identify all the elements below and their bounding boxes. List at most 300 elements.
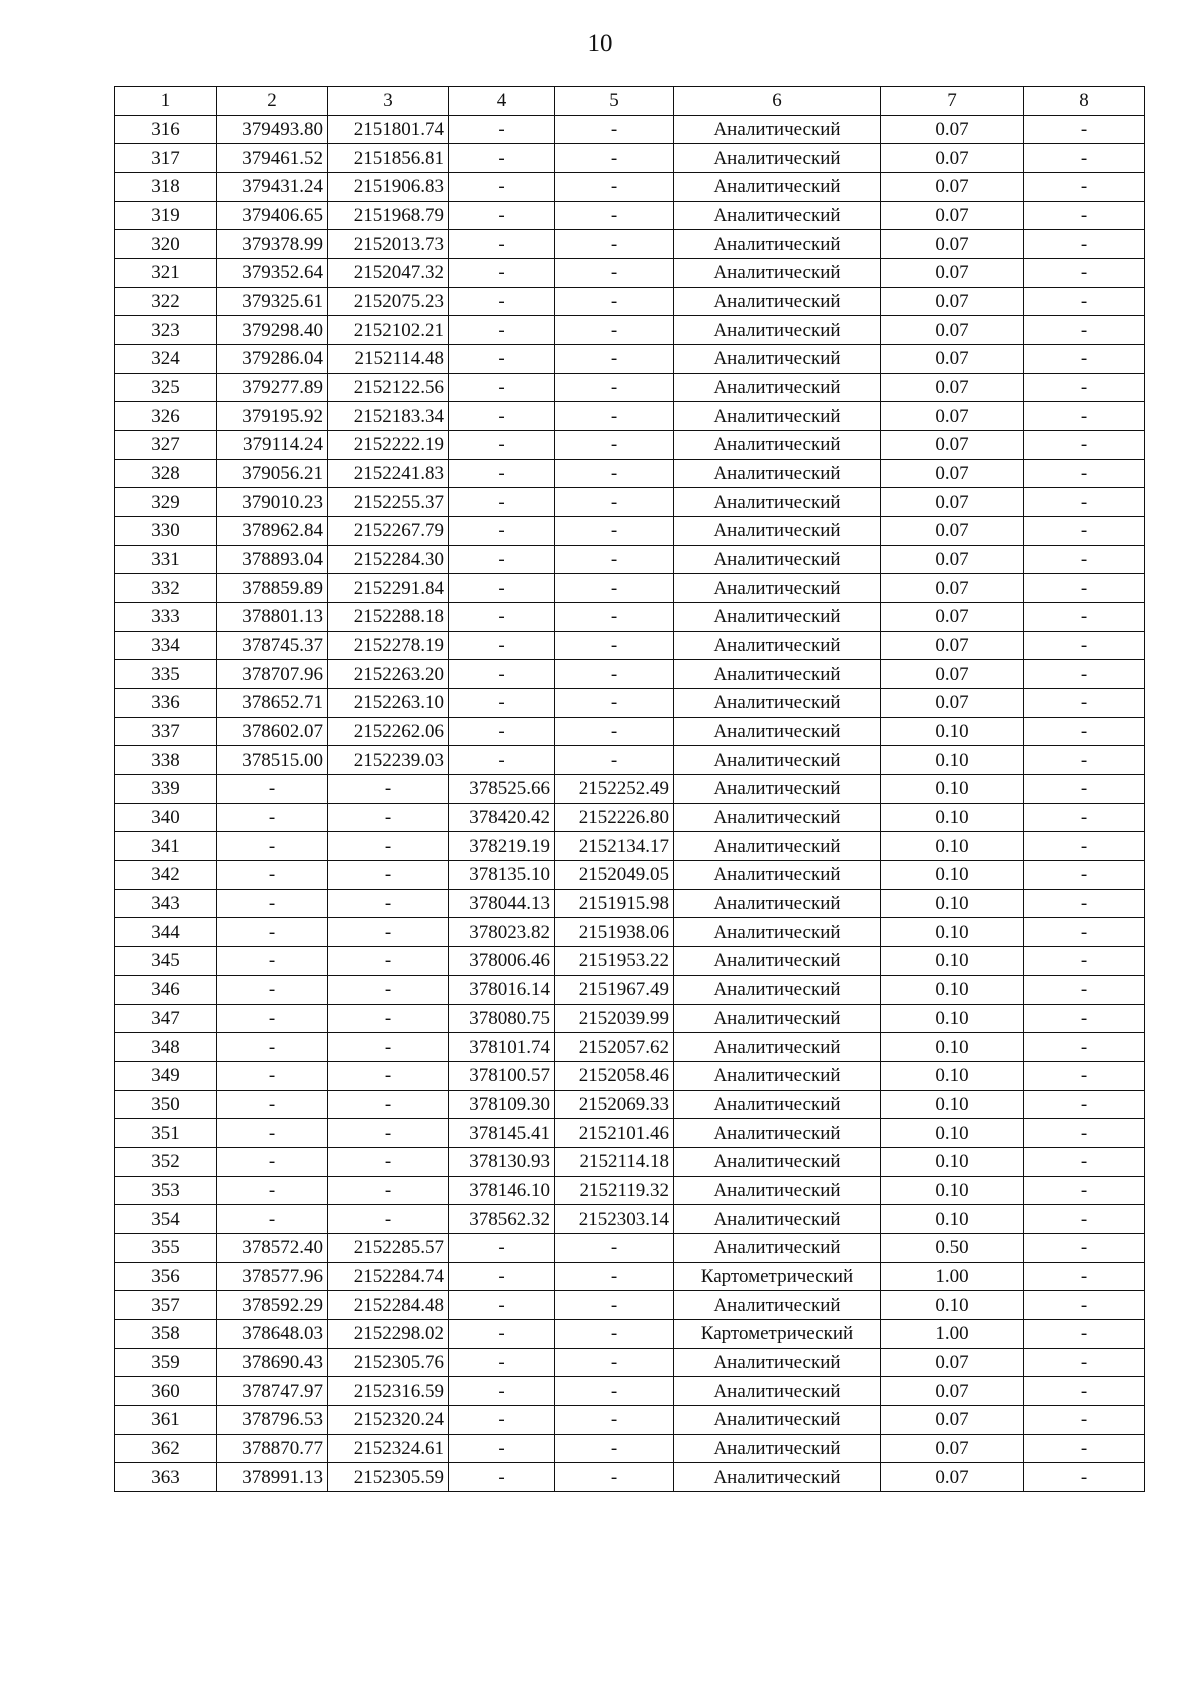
cell-note: -	[1024, 1463, 1145, 1492]
cell-x: 378747.97	[217, 1377, 328, 1406]
cell-x: -	[217, 889, 328, 918]
cell-method: Аналитический	[674, 1205, 881, 1234]
cell-y-new: -	[555, 603, 674, 632]
cell-x: 379431.24	[217, 173, 328, 202]
cell-method: Аналитический	[674, 316, 881, 345]
cell-method: Аналитический	[674, 1348, 881, 1377]
cell-method: Аналитический	[674, 603, 881, 632]
table-row	[115, 1233, 1145, 1262]
cell-y-new: -	[555, 431, 674, 460]
cell-y-new: -	[555, 1463, 674, 1492]
cell-x-new: 378130.93	[449, 1147, 555, 1176]
cell-point-number: 322	[115, 287, 217, 316]
table-row	[115, 1291, 1145, 1320]
cell-y-new: -	[555, 345, 674, 374]
cell-x: -	[217, 1176, 328, 1205]
cell-x-new: 378100.57	[449, 1061, 555, 1090]
cell-accuracy: 0.07	[881, 1377, 1024, 1406]
cell-y: -	[328, 1090, 449, 1119]
cell-x-new: 378420.42	[449, 803, 555, 832]
cell-y: 2152298.02	[328, 1319, 449, 1348]
cell-x: -	[217, 861, 328, 890]
cell-point-number: 349	[115, 1061, 217, 1090]
cell-y-new: 2151967.49	[555, 975, 674, 1004]
cell-accuracy: 0.07	[881, 173, 1024, 202]
cell-accuracy: 0.50	[881, 1233, 1024, 1262]
cell-x: -	[217, 832, 328, 861]
cell-y: 2152278.19	[328, 631, 449, 660]
cell-x: 379378.99	[217, 230, 328, 259]
cell-y: 2152255.37	[328, 488, 449, 517]
cell-point-number: 329	[115, 488, 217, 517]
cell-note: -	[1024, 574, 1145, 603]
table-row	[115, 1262, 1145, 1291]
cell-x-new: -	[449, 660, 555, 689]
column-header-8: 8	[1024, 87, 1145, 116]
cell-x-new: -	[449, 345, 555, 374]
cell-note: -	[1024, 431, 1145, 460]
cell-y: -	[328, 1004, 449, 1033]
cell-accuracy: 0.07	[881, 631, 1024, 660]
cell-accuracy: 0.07	[881, 517, 1024, 546]
table-row	[115, 603, 1145, 632]
cell-x-new: -	[449, 402, 555, 431]
cell-y: 2152047.32	[328, 259, 449, 288]
cell-note: -	[1024, 144, 1145, 173]
cell-method: Аналитический	[674, 889, 881, 918]
cell-note: -	[1024, 803, 1145, 832]
cell-method: Аналитический	[674, 259, 881, 288]
cell-note: -	[1024, 1319, 1145, 1348]
table-row	[115, 631, 1145, 660]
cell-point-number: 348	[115, 1033, 217, 1062]
cell-y: 2152075.23	[328, 287, 449, 316]
cell-accuracy: 0.10	[881, 889, 1024, 918]
cell-y-new: 2151938.06	[555, 918, 674, 947]
cell-note: -	[1024, 717, 1145, 746]
cell-y-new: 2152134.17	[555, 832, 674, 861]
cell-accuracy: 0.10	[881, 832, 1024, 861]
cell-note: -	[1024, 1233, 1145, 1262]
cell-y-new: -	[555, 574, 674, 603]
cell-x-new: -	[449, 545, 555, 574]
cell-note: -	[1024, 1262, 1145, 1291]
cell-note: -	[1024, 517, 1145, 546]
cell-accuracy: 0.07	[881, 259, 1024, 288]
cell-note: -	[1024, 1405, 1145, 1434]
cell-method: Аналитический	[674, 201, 881, 230]
cell-x: -	[217, 1205, 328, 1234]
cell-y-new: -	[555, 689, 674, 718]
cell-y: 2152288.18	[328, 603, 449, 632]
table-row	[115, 545, 1145, 574]
cell-method: Аналитический	[674, 1377, 881, 1406]
cell-x: 378592.29	[217, 1291, 328, 1320]
cell-x: 378991.13	[217, 1463, 328, 1492]
cell-x: 379277.89	[217, 373, 328, 402]
column-header-7: 7	[881, 87, 1024, 116]
column-header-4: 4	[449, 87, 555, 116]
cell-point-number: 361	[115, 1405, 217, 1434]
cell-y-new: 2152114.18	[555, 1147, 674, 1176]
cell-x: 379461.52	[217, 144, 328, 173]
table-row	[115, 488, 1145, 517]
cell-method: Аналитический	[674, 975, 881, 1004]
cell-method: Аналитический	[674, 488, 881, 517]
cell-y: 2152262.06	[328, 717, 449, 746]
cell-y-new: -	[555, 201, 674, 230]
table-row	[115, 1004, 1145, 1033]
cell-x: -	[217, 775, 328, 804]
cell-x: 379010.23	[217, 488, 328, 517]
table-row	[115, 746, 1145, 775]
cell-note: -	[1024, 1061, 1145, 1090]
cell-x: 379406.65	[217, 201, 328, 230]
cell-note: -	[1024, 603, 1145, 632]
cell-x-new: -	[449, 746, 555, 775]
cell-accuracy: 0.10	[881, 1291, 1024, 1320]
table-row	[115, 173, 1145, 202]
cell-point-number: 358	[115, 1319, 217, 1348]
cell-note: -	[1024, 545, 1145, 574]
cell-method: Аналитический	[674, 660, 881, 689]
cell-note: -	[1024, 373, 1145, 402]
cell-note: -	[1024, 631, 1145, 660]
cell-y: -	[328, 1147, 449, 1176]
cell-y-new: 2152039.99	[555, 1004, 674, 1033]
cell-method: Аналитический	[674, 1119, 881, 1148]
cell-x-new: -	[449, 173, 555, 202]
table-row	[115, 1434, 1145, 1463]
cell-x-new: -	[449, 316, 555, 345]
cell-x: 378745.37	[217, 631, 328, 660]
cell-method: Аналитический	[674, 689, 881, 718]
cell-note: -	[1024, 689, 1145, 718]
table-row	[115, 1119, 1145, 1148]
cell-y: -	[328, 861, 449, 890]
cell-x: 379286.04	[217, 345, 328, 374]
cell-x: 379056.21	[217, 459, 328, 488]
cell-y-new: -	[555, 631, 674, 660]
table-row	[115, 1377, 1145, 1406]
cell-y: -	[328, 775, 449, 804]
cell-y: 2152263.20	[328, 660, 449, 689]
cell-point-number: 339	[115, 775, 217, 804]
cell-note: -	[1024, 1348, 1145, 1377]
cell-x-new: 378023.82	[449, 918, 555, 947]
cell-y-new: -	[555, 1434, 674, 1463]
cell-method: Аналитический	[674, 1434, 881, 1463]
cell-x-new: -	[449, 459, 555, 488]
cell-method: Аналитический	[674, 115, 881, 144]
cell-accuracy: 0.10	[881, 1004, 1024, 1033]
cell-method: Аналитический	[674, 717, 881, 746]
cell-method: Аналитический	[674, 1176, 881, 1205]
cell-accuracy: 0.07	[881, 402, 1024, 431]
cell-point-number: 353	[115, 1176, 217, 1205]
cell-point-number: 357	[115, 1291, 217, 1320]
cell-x: 378572.40	[217, 1233, 328, 1262]
cell-x-new: 378006.46	[449, 947, 555, 976]
cell-accuracy: 0.10	[881, 717, 1024, 746]
cell-method: Аналитический	[674, 1463, 881, 1492]
cell-point-number: 334	[115, 631, 217, 660]
cell-point-number: 321	[115, 259, 217, 288]
cell-y: 2152320.24	[328, 1405, 449, 1434]
cell-x-new: -	[449, 115, 555, 144]
cell-y-new: -	[555, 1348, 674, 1377]
cell-y: 2152222.19	[328, 431, 449, 460]
cell-note: -	[1024, 660, 1145, 689]
cell-y-new: -	[555, 144, 674, 173]
cell-method: Аналитический	[674, 1291, 881, 1320]
cell-x-new: 378525.66	[449, 775, 555, 804]
cell-note: -	[1024, 402, 1145, 431]
cell-method: Аналитический	[674, 631, 881, 660]
cell-note: -	[1024, 1205, 1145, 1234]
cell-method: Картометрический	[674, 1319, 881, 1348]
cell-accuracy: 0.10	[881, 1061, 1024, 1090]
cell-x: 378690.43	[217, 1348, 328, 1377]
table-row	[115, 660, 1145, 689]
cell-x: -	[217, 1090, 328, 1119]
cell-y: 2152263.10	[328, 689, 449, 718]
cell-accuracy: 0.10	[881, 1147, 1024, 1176]
cell-point-number: 352	[115, 1147, 217, 1176]
cell-x-new: -	[449, 1348, 555, 1377]
cell-accuracy: 1.00	[881, 1319, 1024, 1348]
table-row	[115, 287, 1145, 316]
cell-y-new: 2152069.33	[555, 1090, 674, 1119]
cell-accuracy: 0.10	[881, 1119, 1024, 1148]
cell-method: Аналитический	[674, 574, 881, 603]
cell-y-new: -	[555, 717, 674, 746]
table-row	[115, 201, 1145, 230]
cell-method: Аналитический	[674, 287, 881, 316]
cell-y-new: -	[555, 373, 674, 402]
cell-point-number: 350	[115, 1090, 217, 1119]
cell-note: -	[1024, 1377, 1145, 1406]
cell-point-number: 327	[115, 431, 217, 460]
cell-point-number: 328	[115, 459, 217, 488]
table-row	[115, 1061, 1145, 1090]
cell-accuracy: 0.10	[881, 746, 1024, 775]
cell-x: 378707.96	[217, 660, 328, 689]
cell-point-number: 360	[115, 1377, 217, 1406]
cell-point-number: 340	[115, 803, 217, 832]
cell-point-number: 326	[115, 402, 217, 431]
cell-x-new: -	[449, 1434, 555, 1463]
table-row	[115, 1033, 1145, 1062]
cell-method: Аналитический	[674, 459, 881, 488]
cell-point-number: 317	[115, 144, 217, 173]
cell-x: -	[217, 918, 328, 947]
cell-point-number: 335	[115, 660, 217, 689]
cell-y: 2152267.79	[328, 517, 449, 546]
cell-accuracy: 0.10	[881, 918, 1024, 947]
cell-y-new: -	[555, 1405, 674, 1434]
cell-accuracy: 0.10	[881, 975, 1024, 1004]
cell-method: Аналитический	[674, 144, 881, 173]
cell-x-new: -	[449, 689, 555, 718]
cell-method: Аналитический	[674, 1033, 881, 1062]
cell-point-number: 363	[115, 1463, 217, 1492]
cell-note: -	[1024, 230, 1145, 259]
cell-y: 2152284.30	[328, 545, 449, 574]
cell-y: 2151968.79	[328, 201, 449, 230]
cell-x-new: -	[449, 574, 555, 603]
table-row	[115, 861, 1145, 890]
cell-note: -	[1024, 918, 1145, 947]
cell-y: -	[328, 918, 449, 947]
cell-method: Аналитический	[674, 832, 881, 861]
table-row	[115, 517, 1145, 546]
cell-note: -	[1024, 746, 1145, 775]
cell-x: -	[217, 1033, 328, 1062]
cell-y-new: 2152119.32	[555, 1176, 674, 1205]
cell-note: -	[1024, 1147, 1145, 1176]
cell-method: Аналитический	[674, 1147, 881, 1176]
cell-point-number: 345	[115, 947, 217, 976]
cell-method: Аналитический	[674, 545, 881, 574]
cell-point-number: 318	[115, 173, 217, 202]
cell-x: -	[217, 1119, 328, 1148]
cell-accuracy: 0.10	[881, 775, 1024, 804]
cell-point-number: 325	[115, 373, 217, 402]
cell-y-new: -	[555, 746, 674, 775]
cell-note: -	[1024, 832, 1145, 861]
cell-x-new: -	[449, 1319, 555, 1348]
cell-point-number: 342	[115, 861, 217, 890]
column-header-6: 6	[674, 87, 881, 116]
cell-x-new: 378145.41	[449, 1119, 555, 1148]
cell-accuracy: 0.10	[881, 1033, 1024, 1062]
table-row	[115, 1319, 1145, 1348]
table-row	[115, 918, 1145, 947]
table-row	[115, 1205, 1145, 1234]
table-row	[115, 373, 1145, 402]
cell-point-number: 324	[115, 345, 217, 374]
cell-y: -	[328, 803, 449, 832]
cell-method: Аналитический	[674, 373, 881, 402]
table-header	[115, 87, 1145, 116]
cell-note: -	[1024, 173, 1145, 202]
cell-point-number: 354	[115, 1205, 217, 1234]
cell-method: Аналитический	[674, 402, 881, 431]
table-row	[115, 316, 1145, 345]
cell-method: Аналитический	[674, 1090, 881, 1119]
table-row	[115, 1463, 1145, 1492]
cell-x-new: -	[449, 1291, 555, 1320]
table-row	[115, 574, 1145, 603]
cell-point-number: 338	[115, 746, 217, 775]
cell-note: -	[1024, 1176, 1145, 1205]
cell-y: -	[328, 1119, 449, 1148]
cell-y-new: -	[555, 1377, 674, 1406]
cell-accuracy: 0.07	[881, 115, 1024, 144]
cell-x-new: -	[449, 201, 555, 230]
cell-y: 2152102.21	[328, 316, 449, 345]
cell-x-new: 378135.10	[449, 861, 555, 890]
cell-accuracy: 0.07	[881, 373, 1024, 402]
cell-point-number: 332	[115, 574, 217, 603]
cell-method: Аналитический	[674, 861, 881, 890]
column-header-5: 5	[555, 87, 674, 116]
cell-accuracy: 0.07	[881, 431, 1024, 460]
cell-y-new: -	[555, 1233, 674, 1262]
cell-y: 2152316.59	[328, 1377, 449, 1406]
cell-x-new: 378562.32	[449, 1205, 555, 1234]
cell-x: 378870.77	[217, 1434, 328, 1463]
cell-method: Аналитический	[674, 1405, 881, 1434]
cell-accuracy: 0.07	[881, 459, 1024, 488]
cell-note: -	[1024, 259, 1145, 288]
column-header-1: 1	[115, 87, 217, 116]
column-header-3: 3	[328, 87, 449, 116]
cell-x-new: -	[449, 517, 555, 546]
cell-x-new: -	[449, 488, 555, 517]
cell-y-new: -	[555, 660, 674, 689]
cell-y: -	[328, 1033, 449, 1062]
cell-note: -	[1024, 459, 1145, 488]
cell-y-new: 2152226.80	[555, 803, 674, 832]
cell-y-new: 2152101.46	[555, 1119, 674, 1148]
cell-x: 379493.80	[217, 115, 328, 144]
cell-method: Аналитический	[674, 1004, 881, 1033]
cell-accuracy: 0.10	[881, 1090, 1024, 1119]
cell-point-number: 355	[115, 1233, 217, 1262]
cell-note: -	[1024, 975, 1145, 1004]
cell-point-number: 323	[115, 316, 217, 345]
cell-point-number: 346	[115, 975, 217, 1004]
header-row	[115, 87, 1145, 116]
cell-x: 379298.40	[217, 316, 328, 345]
cell-accuracy: 0.07	[881, 201, 1024, 230]
cell-y: 2152241.83	[328, 459, 449, 488]
cell-y-new: -	[555, 1291, 674, 1320]
cell-y: -	[328, 889, 449, 918]
cell-y-new: 2152058.46	[555, 1061, 674, 1090]
cell-x-new: -	[449, 431, 555, 460]
cell-y: 2152305.76	[328, 1348, 449, 1377]
cell-y: 2152013.73	[328, 230, 449, 259]
cell-point-number: 337	[115, 717, 217, 746]
cell-x: 378602.07	[217, 717, 328, 746]
table-row	[115, 431, 1145, 460]
cell-accuracy: 0.07	[881, 689, 1024, 718]
cell-note: -	[1024, 345, 1145, 374]
table-row	[115, 402, 1145, 431]
cell-accuracy: 0.07	[881, 488, 1024, 517]
column-header-2: 2	[217, 87, 328, 116]
cell-y: -	[328, 1061, 449, 1090]
cell-x-new: -	[449, 603, 555, 632]
cell-x: 378859.89	[217, 574, 328, 603]
cell-x-new: 378044.13	[449, 889, 555, 918]
cell-y-new: -	[555, 402, 674, 431]
cell-y-new: -	[555, 173, 674, 202]
cell-x-new: 378146.10	[449, 1176, 555, 1205]
cell-point-number: 341	[115, 832, 217, 861]
cell-accuracy: 0.07	[881, 545, 1024, 574]
cell-x-new: 378109.30	[449, 1090, 555, 1119]
cell-point-number: 347	[115, 1004, 217, 1033]
cell-note: -	[1024, 1434, 1145, 1463]
table-row	[115, 459, 1145, 488]
cell-x-new: -	[449, 373, 555, 402]
cell-method: Аналитический	[674, 1061, 881, 1090]
cell-accuracy: 0.10	[881, 1205, 1024, 1234]
